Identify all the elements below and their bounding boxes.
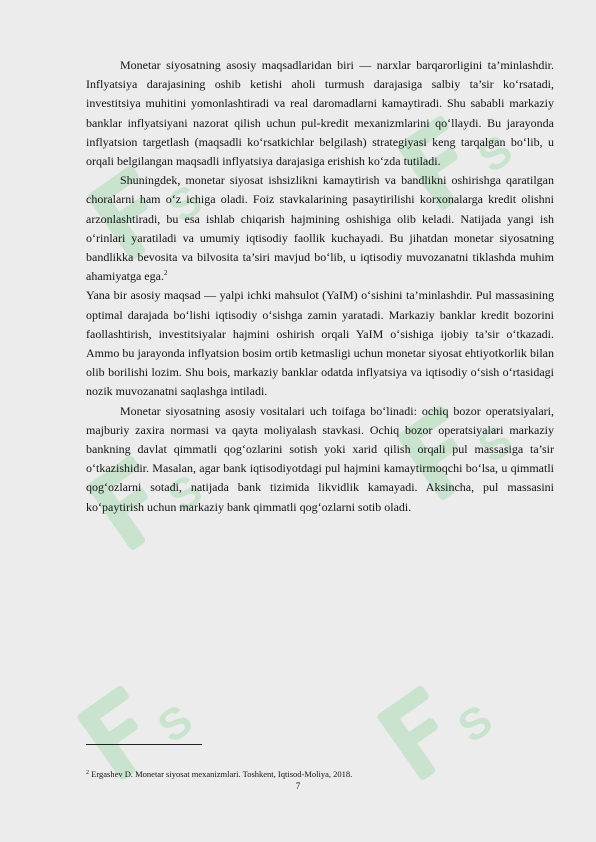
- footnote: [86, 769, 554, 780]
- footnote-divider: [86, 744, 202, 745]
- svg-text:S: S: [469, 415, 522, 473]
- footnote-reference[interactable]: 2: [163, 269, 168, 278]
- paragraph-4: Monetar siyosatning asosiy vositalari uch toifaga bo‘linadi: ochiq bozor operatsiyalari, majburiy zaxira normasi va qayta moliyalash stavkasi. Ochiq bozor operatsiyalari markaziy bankning davlat qimmatli qog‘ozlarini sotish yoki xarid qilish orqali pul massasiga ta’sir o‘tkazishidir. Masalan, agar bank iqtisodiyotdagi pul hajmini kamaytirmoqchi bo‘lsa, u qimmatli qog‘ozlarni sotadi, natijada bank tizimida likvidlik kamayadi. Aksincha, pul massasini ko‘paytirish uchun markaziy bank qimmatli qog‘ozlarni sotib oladi.: [86, 403, 554, 514]
- page-number: 7: [295, 781, 301, 791]
- svg-text:S: S: [469, 125, 522, 183]
- paragraph-3: Yana bir asosiy maqsad — yalpi ichki mahsulot (YaIM) o‘sishini ta’minlashdir. Pul massasining optimal darajada bo‘lishi iqtisodiy o‘sishga zamin yaratadi. Markaziy banklar kredit bozorini faollashtirish, investitsiyalar hajmini oshirish orqali YaIM o‘sishiga ijobiy ta’sir o‘tkazadi. Ammo bu jarayonda inflyatsion bosim ortib ketmasligi uchun monetar siyosat ehtiyotkorlik bilan olib borilishi lozim. Shu bois, markaziy banklar odatda inflyatsiya va iqtisodiy o‘sish o‘rtasidagi nozik muvozanatni saqlashga intiladi.: [86, 288, 554, 399]
- footnote-text: Ergashev D. Monetar siyosat mexanizmlari. Toshkent, Iqtisod-Moliya, 2018.: [91, 769, 353, 779]
- paragraph-2-text: Shuningdek, monetar siyosat ishsizlikni kamaytirish va bandlikni oshirishga qaratilgan choralarni ham o‘z ichiga oladi. Foiz stavkalarining pasaytirilishi korxonalarga kredit olishni arzonlashtiradi, bu esa ishlab chiqarish hajmining oshishiga olib keladi. Natijada yangi ish o‘rinlari yaratiladi va umumiy iqtisodiy faollik kuchayadi. Bu jihatdan monetar siyosatning bandlikka bevosita va bilvosita ta’siri mavjud bo‘lib, u iqtisodiy muvozanatni tiklashda muhim ahamiyatga ega.: [86, 173, 554, 284]
- svg-text:S: S: [149, 695, 202, 753]
- svg-text:S: S: [449, 695, 502, 753]
- paragraph-1: Monetar siyosatning asosiy maqsadlaridan biri — narxlar barqarorligini ta’minlashdir. Inflyatsiya darajasining oshib ketishi aholi turmush darajasiga salbiy ta’sir ko‘rsatadi, investitsiya muhitini yomonlashtiradi va real daromadlarni kamaytiradi. Shu sababli markaziy banklar inflyatsiyani nazorat qilish uchun pul-kredit mexanizmlarini qo‘llaydi. Bu jarayonda inflyatsion targetlash (maqsadli ko‘rsatkichlar belgilash) strategiyasi keng tarqalgan bo‘lib, u orqali belgilangan maqsadli inflyatsiya darajasiga erishish ko‘zda tutiladi.: [86, 58, 554, 169]
- paragraph-2: [86, 171, 554, 286]
- svg-text:S: S: [159, 175, 212, 233]
- body-text: [86, 56, 554, 517]
- svg-text:S: S: [159, 465, 212, 523]
- footnote-marker: 2: [86, 770, 89, 776]
